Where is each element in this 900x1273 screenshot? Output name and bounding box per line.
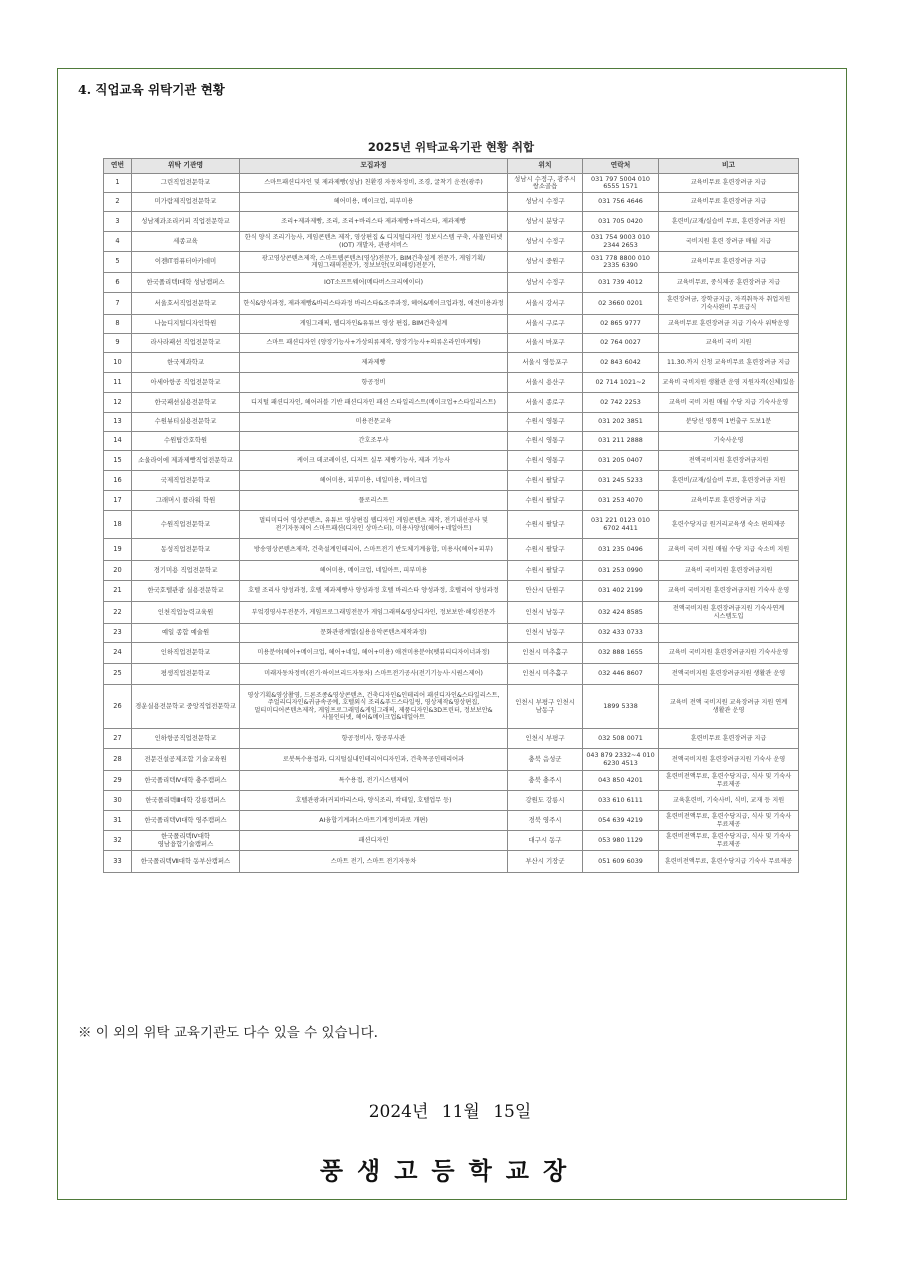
table-row xyxy=(104,664,799,685)
cell-no: 25 xyxy=(104,664,132,685)
header-course: 모집과정 xyxy=(240,159,508,174)
cell-remarks: 교육비 국비 지원 xyxy=(659,334,799,353)
cell-remarks: 교육비 국비지원 훈련장려금지원 기숙사운영 xyxy=(659,643,799,664)
cell-course: 문화관광계열(실용음악콘텐츠제작과정) xyxy=(240,624,508,643)
cell-course: 한식&양식과정, 제과제빵&바리스타과정 바리스타&조주과정, 헤어&메이크업과정, 애견미용과정 xyxy=(240,293,508,315)
cell-location: 충북 음성군 xyxy=(508,749,583,771)
cell-location: 수원시 영통구 xyxy=(508,432,583,451)
table-body xyxy=(104,174,799,873)
cell-course: 멀티미디어 영상콘텐츠, 유튜브 영상편집 웹디자인 게임콘텐츠 제작, 전기내선공사 및 전기자동제어 스마트패션(디자인 상마스터), 미용사양성(헤어+네일아트) xyxy=(240,511,508,539)
cell-no: 6 xyxy=(104,273,132,293)
cell-course: 스마트 전기, 스마트 전기자동차 xyxy=(240,851,508,873)
cell-no: 12 xyxy=(104,393,132,413)
cell-contact: 031 739 4012 xyxy=(583,273,659,293)
cell-course: 항공정비사, 항공부사관 xyxy=(240,729,508,749)
cell-location: 성남시 수정구 xyxy=(508,232,583,252)
cell-no: 2 xyxy=(104,193,132,212)
cell-course: IOT소프트웨어(메타버스크리에이터) xyxy=(240,273,508,293)
cell-contact: 032 433 0733 xyxy=(583,624,659,643)
cell-no: 9 xyxy=(104,334,132,353)
cell-institution: 소울라이에 제과제빵직업전문학교 xyxy=(132,451,240,471)
cell-contact: 032 508 0071 xyxy=(583,729,659,749)
cell-remarks: 교육비무료 훈련장려금 지급 xyxy=(659,174,799,193)
cell-location: 부산시 기장군 xyxy=(508,851,583,873)
cell-no: 21 xyxy=(104,581,132,602)
cell-institution: 인하항공직업전문학교 xyxy=(132,729,240,749)
cell-contact: 031 705 0420 xyxy=(583,212,659,232)
table-row xyxy=(104,602,799,624)
cell-course: 스마트 패션디자인 (양장기능사+가상의류제작, 양장기능사+의류온라인마케팅) xyxy=(240,334,508,353)
cell-remarks: 교육비 국비지원 훈련장려금지원 기숙사 운영 xyxy=(659,581,799,602)
cell-remarks: 교육비 국비지원 생활관 운영 지원자격(신체)있음 xyxy=(659,373,799,393)
cell-remarks: 교육비무료, 중식제공 훈련장려금 지급 xyxy=(659,273,799,293)
cell-contact: 031 235 0496 xyxy=(583,539,659,561)
cell-remarks: 전액국비지원 훈련장려금지원 xyxy=(659,451,799,471)
cell-no: 30 xyxy=(104,791,132,811)
cell-no: 4 xyxy=(104,232,132,252)
cell-remarks: 교육비 국비 지원 매월 수당 지급 숙소비 지원 xyxy=(659,539,799,561)
table-row xyxy=(104,232,799,252)
cell-institution: 성남제과조리커피 직업전문학교 xyxy=(132,212,240,232)
cell-no: 13 xyxy=(104,413,132,432)
cell-institution: 한국폴리텍Ⅲ대학 강릉캠퍼스 xyxy=(132,791,240,811)
cell-location: 성남시 수정구 xyxy=(508,193,583,212)
cell-no: 33 xyxy=(104,851,132,873)
cell-no: 5 xyxy=(104,252,132,273)
table-row xyxy=(104,811,799,831)
cell-course: 부엌경영사무전문가, 게임프로그래밍전문가 게임그래픽&영상디자인, 정보보안·해킹전문가 xyxy=(240,602,508,624)
header-remarks: 비고 xyxy=(659,159,799,174)
cell-remarks: 훈련비전액무료, 훈련수당지급, 식사 및 기숙사 무료제공 xyxy=(659,811,799,831)
cell-contact: 031 402 2199 xyxy=(583,581,659,602)
cell-remarks: 전액국비지원 훈련장려금지원 생활관 운영 xyxy=(659,664,799,685)
cell-no: 29 xyxy=(104,771,132,791)
table-row xyxy=(104,393,799,413)
cell-institution: 수원직업전문학교 xyxy=(132,511,240,539)
cell-contact: 031 211 2888 xyxy=(583,432,659,451)
table-row xyxy=(104,174,799,193)
cell-no: 23 xyxy=(104,624,132,643)
cell-contact: 043 879 2332~4 010 6230 4513 xyxy=(583,749,659,771)
table-row xyxy=(104,353,799,373)
footnote: ※ 이 외의 위탁 교육기관도 다수 있을 수 있습니다. xyxy=(78,1025,378,1041)
cell-course: 방송영상콘텐츠제작, 건축설계인테리어, 스마트전기 반도체기계융합, 미용사(헤어+피부) xyxy=(240,539,508,561)
table-row xyxy=(104,451,799,471)
cell-contact: 031 756 4646 xyxy=(583,193,659,212)
table-row xyxy=(104,643,799,664)
cell-location: 수원시 팔달구 xyxy=(508,491,583,511)
table-row xyxy=(104,293,799,315)
cell-no: 20 xyxy=(104,561,132,581)
cell-contact: 02 865 9777 xyxy=(583,315,659,334)
cell-no: 7 xyxy=(104,293,132,315)
table-row xyxy=(104,581,799,602)
cell-contact: 054 639 4219 xyxy=(583,811,659,831)
cell-no: 31 xyxy=(104,811,132,831)
table-row xyxy=(104,771,799,791)
cell-location: 대구시 동구 xyxy=(508,831,583,851)
table-row xyxy=(104,193,799,212)
cell-course: 로봇특수용접과, 디지털실내인테리어디자인과, 건축목공인테리어과 xyxy=(240,749,508,771)
cell-contact: 02 3660 0201 xyxy=(583,293,659,315)
table-row xyxy=(104,212,799,232)
cell-remarks: 교육비무료 훈련장려금 지급 xyxy=(659,252,799,273)
cell-course: 호텔관광과(커피바리스타, 양식조리, 칵테일, 호텔업무 등) xyxy=(240,791,508,811)
cell-contact: 02 742 2253 xyxy=(583,393,659,413)
cell-contact: 032 888 1655 xyxy=(583,643,659,664)
cell-location: 서울시 강서구 xyxy=(508,293,583,315)
cell-contact: 031 754 9003 010 2344 2653 xyxy=(583,232,659,252)
cell-location: 성남시 중원구 xyxy=(508,252,583,273)
cell-contact: 033 610 6111 xyxy=(583,791,659,811)
cell-course: 헤어미용, 피부미용, 네일미용, 메이크업 xyxy=(240,471,508,491)
cell-no: 3 xyxy=(104,212,132,232)
cell-contact: 031 778 8800 010 2335 6390 xyxy=(583,252,659,273)
cell-no: 22 xyxy=(104,602,132,624)
cell-remarks: 교육비무료 훈련장려금 지급 xyxy=(659,193,799,212)
cell-institution: 한국폴리텍Ⅶ대학 동부산캠퍼스 xyxy=(132,851,240,873)
cell-remarks: 훈련비/교재/실습비 무료, 훈련장려금 지원 xyxy=(659,471,799,491)
cell-contact: 031 797 5004 010 6555 1571 xyxy=(583,174,659,193)
cell-no: 15 xyxy=(104,451,132,471)
cell-location: 성남시 수정구 xyxy=(508,273,583,293)
table-row xyxy=(104,432,799,451)
cell-institution: 예일 종합 예술원 xyxy=(132,624,240,643)
cell-course: 광고영상콘텐츠제작, 스마트웹콘텐츠(영상)전문가, BIM건축설계 전문가, 게임기획/게임그래픽전문가, 정보보안(모의해킹)전문가, xyxy=(240,252,508,273)
cell-institution: 한국폴리텍Ⅳ대학 충주캠퍼스 xyxy=(132,771,240,791)
cell-location: 인천시 남동구 xyxy=(508,602,583,624)
cell-no: 16 xyxy=(104,471,132,491)
cell-course: 디지털 패션디자인, 헤어러블 기반 패션디자인 패션 스타일리스트(메이크업+스타일리스트) xyxy=(240,393,508,413)
cell-location: 서울시 마포구 xyxy=(508,334,583,353)
cell-course: AI융합기계과(스마트기계정비과로 개편) xyxy=(240,811,508,831)
cell-course: 특수용접, 전기시스템제어 xyxy=(240,771,508,791)
table-row xyxy=(104,851,799,873)
cell-no: 10 xyxy=(104,353,132,373)
cell-no: 19 xyxy=(104,539,132,561)
cell-institution: 경기미용 직업전문학교 xyxy=(132,561,240,581)
cell-remarks: 전액국비지원 훈련장려금지원 기숙사 운영 xyxy=(659,749,799,771)
cell-course: 항공정비 xyxy=(240,373,508,393)
cell-institution: 한국폴리텍Ⅵ대학 영주캠퍼스 xyxy=(132,811,240,831)
cell-institution: 그래머시 플라워 학원 xyxy=(132,491,240,511)
cell-remarks: 교육비무료 훈련장려금 지급 기숙사 위탁운영 xyxy=(659,315,799,334)
header-institution: 위탁 기관명 xyxy=(132,159,240,174)
cell-institution: 한국제과학교 xyxy=(132,353,240,373)
cell-location: 인천시 미추홀구 xyxy=(508,664,583,685)
cell-institution: 경운실용전문학교 중앙직업전문학교 xyxy=(132,685,240,729)
table-row xyxy=(104,511,799,539)
cell-location: 수원시 영통구 xyxy=(508,451,583,471)
cell-institution: 세종교육 xyxy=(132,232,240,252)
cell-contact: 02 764 0027 xyxy=(583,334,659,353)
cell-remarks: 국비지원 훈련 장려금 매월 지급 xyxy=(659,232,799,252)
table-row xyxy=(104,252,799,273)
cell-remarks: 훈련장려금, 장학금지급, 자격취득자 취업지원 기숙사완비 무료급식 xyxy=(659,293,799,315)
cell-location: 인천시 부평구 xyxy=(508,729,583,749)
cell-contact: 031 205 0407 xyxy=(583,451,659,471)
cell-institution: 수원탑간호학원 xyxy=(132,432,240,451)
table-row xyxy=(104,561,799,581)
cell-no: 28 xyxy=(104,749,132,771)
cell-location: 서울시 구로구 xyxy=(508,315,583,334)
cell-course: 플로리스트 xyxy=(240,491,508,511)
cell-no: 27 xyxy=(104,729,132,749)
cell-remarks: 11.30.까지 신청 교육비무료 훈련장려금 지급 xyxy=(659,353,799,373)
cell-course: 제과제빵 xyxy=(240,353,508,373)
cell-course: 한식 양식 조리기능사, 게임콘텐츠 제작, 영상편집 & 디지털디자인 정보시스템 구축, 사물인터넷(IOT) 개발자, 관광서비스 xyxy=(240,232,508,252)
cell-course: 간호조무사 xyxy=(240,432,508,451)
cell-institution: 이젠IT컴퓨터아카데미 xyxy=(132,252,240,273)
cell-course: 조리+제과제빵, 조리, 조리+바리스타 제과제빵+바리스타, 제과제빵 xyxy=(240,212,508,232)
cell-no: 18 xyxy=(104,511,132,539)
cell-institution: 국제직업전문학교 xyxy=(132,471,240,491)
cell-course: 호텔 조리사 양성과정, 호텔 제과제빵사 양성과정 호텔 바리스타 양성과정, 호텔리어 양성과정 xyxy=(240,581,508,602)
cell-location: 인천시 미추홀구 xyxy=(508,643,583,664)
cell-no: 24 xyxy=(104,643,132,664)
cell-institution: 평생직업전문학교 xyxy=(132,664,240,685)
table-row xyxy=(104,471,799,491)
table-row xyxy=(104,373,799,393)
cell-contact: 02 714 1021~2 xyxy=(583,373,659,393)
cell-contact: 02 843 6042 xyxy=(583,353,659,373)
cell-institution: 미가람제직업전문학교 xyxy=(132,193,240,212)
cell-remarks: 훈련수당지급 원거리교육생 숙소 편의제공 xyxy=(659,511,799,539)
table-title: 2025년 위탁교육기관 현황 취합 xyxy=(104,138,799,159)
cell-location: 성남시 수정구, 광주시 쌍소골읍 xyxy=(508,174,583,193)
issuer-signature: 풍생고등학교장 xyxy=(319,1156,581,1185)
cell-location: 수원시 팔달구 xyxy=(508,561,583,581)
cell-institution: 나눔디지털디자인학원 xyxy=(132,315,240,334)
cell-institution: 한국폴리텍Ⅰ대학 성남캠퍼스 xyxy=(132,273,240,293)
cell-location: 충북 충주시 xyxy=(508,771,583,791)
cell-contact: 051 609 6039 xyxy=(583,851,659,873)
cell-location: 수원시 영통구 xyxy=(508,413,583,432)
header-location: 위치 xyxy=(508,159,583,174)
cell-course: 케이크 데코레이션, 디저트 실무 제빵기능사, 제과 기능사 xyxy=(240,451,508,471)
header-contact: 연락처 xyxy=(583,159,659,174)
cell-remarks: 기숙사운영 xyxy=(659,432,799,451)
cell-location: 인천시 부평구 인천시 남동구 xyxy=(508,685,583,729)
cell-course: 스마트패션디자인 및 제과제빵(성남) 친환경 자동차정비, 조경, 굴착기 운전(광주) xyxy=(240,174,508,193)
cell-institution: 서울호서직업전문학교 xyxy=(132,293,240,315)
cell-institution: 인천직업능력교육원 xyxy=(132,602,240,624)
cell-remarks: 훈련비전액무료, 훈련수당지급 기숙사 무료제공 xyxy=(659,851,799,873)
cell-remarks: 훈련비전액무료, 훈련수당지급, 식사 및 기숙사 무료제공 xyxy=(659,831,799,851)
cell-location: 수원시 팔달구 xyxy=(508,511,583,539)
cell-course: 게임그래픽, 웹디자인&유튜브 영상 편집, BIM건축설계 xyxy=(240,315,508,334)
cell-course: 미래자동차정비(전기·하이브리드자동차) 스마트전기공사(전기기능사·시퀀스제어) xyxy=(240,664,508,685)
cell-remarks: 훈련비/교재/실습비 무료, 훈련장려금 지원 xyxy=(659,212,799,232)
section-title: 4. 직업교육 위탁기관 현황 xyxy=(78,82,225,97)
cell-contact: 032 446 8607 xyxy=(583,664,659,685)
cell-location: 수원시 팔달구 xyxy=(508,471,583,491)
cell-no: 26 xyxy=(104,685,132,729)
cell-location: 인천시 남동구 xyxy=(508,624,583,643)
cell-institution: 한국패션실용전문학교 xyxy=(132,393,240,413)
cell-remarks: 훈련비전액무료, 훈련수당지급, 식사 및 기숙사 무료제공 xyxy=(659,771,799,791)
document-date: 2024년 11월 15일 xyxy=(368,1102,532,1122)
header-no: 연번 xyxy=(104,159,132,174)
cell-institution: 그린직업전문학교 xyxy=(132,174,240,193)
cell-remarks: 교육비 전액 국비지원 교육장려금 지원 연계 생활관 운영 xyxy=(659,685,799,729)
cell-institution: 아세아항공 직업전문학교 xyxy=(132,373,240,393)
cell-institution: 한국호텔관광 실용전문학교 xyxy=(132,581,240,602)
table-row xyxy=(104,491,799,511)
cell-no: 32 xyxy=(104,831,132,851)
institution-table xyxy=(103,138,799,873)
cell-location: 수원시 팔달구 xyxy=(508,539,583,561)
cell-contact: 031 245 5233 xyxy=(583,471,659,491)
cell-course: 미용전문교육 xyxy=(240,413,508,432)
cell-institution: 동성직업전문학교 xyxy=(132,539,240,561)
cell-remarks: 교육비무료 훈련장려금 지급 xyxy=(659,491,799,511)
cell-location: 안산시 단원구 xyxy=(508,581,583,602)
cell-location: 강원도 강릉시 xyxy=(508,791,583,811)
cell-course: 헤어미용, 메이크업, 피부미용 xyxy=(240,193,508,212)
cell-no: 11 xyxy=(104,373,132,393)
table-row xyxy=(104,334,799,353)
cell-remarks: 교육비 국비지원 훈련장려금지원 xyxy=(659,561,799,581)
table-row xyxy=(104,729,799,749)
table-row xyxy=(104,685,799,729)
cell-institution: 수원뷰티실용전문학교 xyxy=(132,413,240,432)
cell-contact: 1899 5338 xyxy=(583,685,659,729)
cell-course: 패션디자인 xyxy=(240,831,508,851)
cell-institution: 인하직업전문학교 xyxy=(132,643,240,664)
cell-contact: 053 980 1129 xyxy=(583,831,659,851)
cell-contact: 031 253 0990 xyxy=(583,561,659,581)
cell-course: 헤어미용, 메이크업, 네일아트, 피부미용 xyxy=(240,561,508,581)
table-row xyxy=(104,624,799,643)
cell-location: 서울시 용산구 xyxy=(508,373,583,393)
cell-course: 미용분야(헤어+메이크업, 헤어+네일, 헤어+미용) 애견미용분야(펫뷰티디자이너과정) xyxy=(240,643,508,664)
cell-institution: 한국폴리텍Ⅳ대학 영남융합기술캠퍼스 xyxy=(132,831,240,851)
cell-location: 성남시 분당구 xyxy=(508,212,583,232)
table-row xyxy=(104,831,799,851)
cell-no: 1 xyxy=(104,174,132,193)
cell-remarks: 교육훈련비, 기숙사비, 식비, 교재 등 지원 xyxy=(659,791,799,811)
cell-institution: 전문건설공제조합 기술교육원 xyxy=(132,749,240,771)
table-row xyxy=(104,315,799,334)
table-row xyxy=(104,791,799,811)
table-row xyxy=(104,413,799,432)
cell-contact: 032 424 8585 xyxy=(583,602,659,624)
cell-contact: 031 221 0123 010 6702 4411 xyxy=(583,511,659,539)
cell-remarks: 훈련비무료 훈련장려금 지급 xyxy=(659,729,799,749)
cell-location: 서울시 종로구 xyxy=(508,393,583,413)
cell-location: 서울시 영등포구 xyxy=(508,353,583,373)
table-row xyxy=(104,539,799,561)
cell-institution: 라사라패션 직업전문학교 xyxy=(132,334,240,353)
cell-no: 14 xyxy=(104,432,132,451)
cell-contact: 031 202 3851 xyxy=(583,413,659,432)
cell-remarks: 분당선 영통역 1번출구 도보1분 xyxy=(659,413,799,432)
cell-no: 17 xyxy=(104,491,132,511)
cell-course: 영상기획&영상촬영, 드론조종&영상콘텐츠, 건축디자인&인테리어 패션디자인&스타일리스트, 주얼리디자인&귀금속공예, 호텔외식 조리&푸드스타일링, 영상제작&영상편집, 멀티미디어콘텐츠제작, 게임프로그래밍&게임그래픽, 제품디자인&3D프린터, 정보보안& 사물인터넷, 헤어&메이크업&네일아트 xyxy=(240,685,508,729)
table-row xyxy=(104,273,799,293)
cell-remarks: 전액국비지원 훈련장려금지원 기숙사연계 시스템도입 xyxy=(659,602,799,624)
cell-location: 경북 영주시 xyxy=(508,811,583,831)
cell-no: 8 xyxy=(104,315,132,334)
cell-remarks: 교육비 국비 지원 매월 수당 지급 기숙사운영 xyxy=(659,393,799,413)
cell-remarks xyxy=(659,624,799,643)
cell-contact: 043 850 4201 xyxy=(583,771,659,791)
table-row xyxy=(104,749,799,771)
cell-contact: 031 253 4070 xyxy=(583,491,659,511)
